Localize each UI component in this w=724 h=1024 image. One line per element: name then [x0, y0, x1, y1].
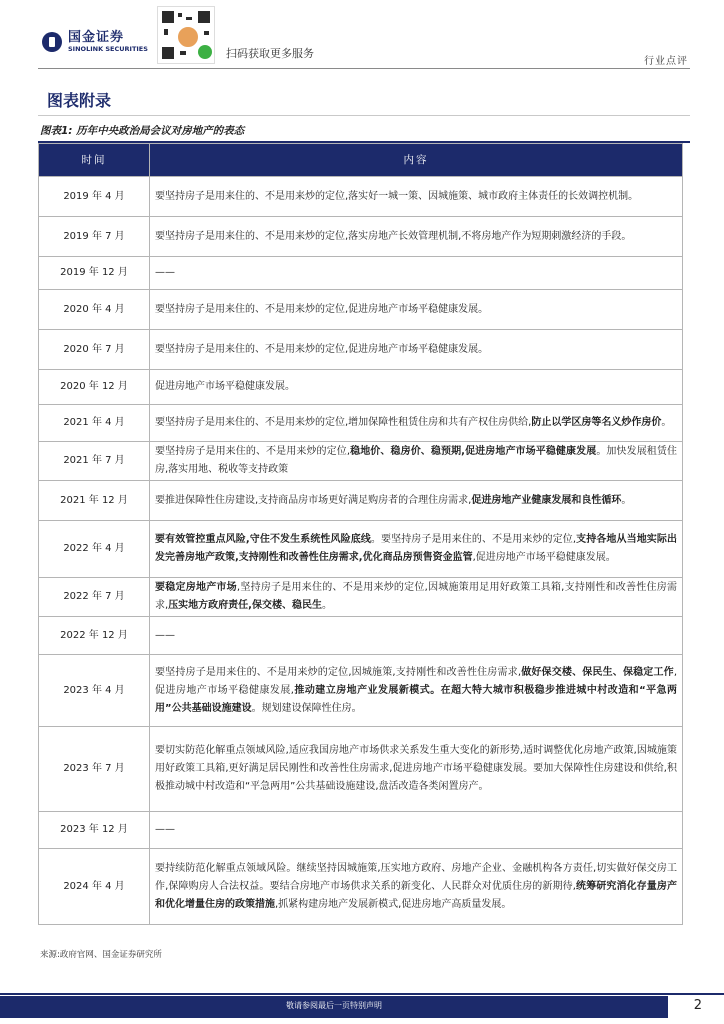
brand-name-cn: 国金证券: [68, 30, 125, 45]
content-text: ——: [155, 267, 175, 278]
content-text: ——: [155, 824, 175, 835]
row-content: [150, 217, 683, 257]
table-row: [39, 655, 683, 727]
row-content: [150, 330, 683, 370]
table-row: [39, 481, 683, 521]
content-text: 要切实防范化解重点领域风险,适应我国房地产市场供求关系发生重大变化的新形势,适时调整优化房地产政策,因城施策用好政策工具箱,更好满足居民刚性和改善性住房需求,促进房地产市场平稳健康发展。要加大保障性住房建设和供给,积极推动城中村改造和“平急两用”公共基础设施建设,盘活改造各类闲置房产。: [155, 745, 677, 792]
row-content: [150, 405, 683, 442]
content-emphasis: 防止以学区房等名义炒作房价: [531, 417, 662, 428]
brand-name-en: SINOLINK SECURITIES: [68, 45, 148, 53]
table-row: [39, 617, 683, 655]
content-text: 促进房地产市场平稳健康发展。: [155, 381, 295, 392]
content-emphasis: 要稳定房地产市场: [155, 582, 237, 593]
row-time: 2022 年 7 月: [39, 578, 150, 617]
qr-avatar-icon: [176, 25, 200, 49]
table-row: [39, 217, 683, 257]
table-row: [39, 812, 683, 849]
content-emphasis: 要有效管控重点风险,守住不发生系统性风险底线: [155, 534, 371, 545]
table-row: [39, 330, 683, 370]
row-time: 2019 年 7 月: [39, 217, 150, 257]
content-emphasis: 支持各地从当地实际出发完善房地产政策,支持刚性和改善性住房需求,优化商品房预售资金监管: [155, 534, 677, 563]
table-body: [39, 177, 683, 925]
table-row: [39, 257, 683, 290]
row-content: [150, 442, 683, 481]
content-text: 要坚持房子是用来住的、不是用来炒的定位,落实好一城一策、因城施策、城市政府主体责任的长效调控机制。: [155, 190, 639, 202]
section-divider: [38, 115, 690, 116]
document-type: 行业点评: [644, 56, 688, 67]
table-row: [39, 177, 683, 217]
disclaimer-note: 敬请参阅最后一页特别声明: [286, 1001, 382, 1010]
content-text: ,坚持房子是用来住的、不是用来炒的定位,因城施策用足用好政策工具箱,支持刚性和改善性住房需求,: [155, 582, 677, 611]
header-divider: [38, 68, 690, 69]
content-emphasis: 做好保交楼、保民生、保稳定工作: [521, 666, 674, 678]
row-content: [150, 290, 683, 330]
row-time: 2019 年 12 月: [39, 257, 150, 290]
brand-logo: [42, 30, 148, 53]
content-emphasis: 稳地价、稳房价、稳预期,促进房地产市场平稳健康发展: [350, 446, 597, 457]
table-row: [39, 727, 683, 812]
content-text: 要坚持房子是用来住的、不是用来炒的定位,落实房地产长效管理机制,不将房地产作为短期刺激经济的手段。: [155, 230, 632, 242]
row-content: [150, 521, 683, 578]
content-text: ,促进房地产市场平稳健康发展。: [472, 552, 616, 563]
row-time: 2022 年 4 月: [39, 521, 150, 578]
figure-title: 图表1: 历年中央政治局会议对房地产的表态: [40, 125, 245, 137]
row-content: [150, 481, 683, 521]
content-text: 。: [322, 600, 332, 611]
content-text: ,抓紧构建房地产发展新模式,促进房地产高质量发展。: [275, 898, 512, 910]
content-text: ——: [155, 629, 175, 641]
row-time: 2022 年 12 月: [39, 617, 150, 655]
source-note: 来源:政府官网、国金证券研究所: [40, 950, 162, 960]
row-content: [150, 257, 683, 290]
page-number: 2: [693, 998, 702, 1013]
content-text: 。要坚持房子是用来住的、不是用来炒的定位,: [370, 534, 577, 545]
footer-divider: [0, 993, 724, 995]
content-text: 要持续防范化解重点领域风险。继续坚持因城施策,压实地方政府、房地产企业、金融机构各方责任,切实做好保交房工作,保障购房人合法权益。要结合房地产市场供求关系的新变化、人民群众对优质住房的新期待,: [155, 862, 677, 892]
table-row: [39, 578, 683, 617]
wechat-icon: [198, 45, 212, 59]
content-text: 。规划建设保障性住房。: [251, 702, 362, 714]
table-row: [39, 442, 683, 481]
content-text: 要坚持房子是用来住的、不是用来炒的定位,促进房地产市场平稳健康发展。: [155, 343, 489, 355]
content-emphasis: 推动建立房地产业发展新模式。在超大特大城市积极稳步推进城中村改造和“平急两用”公共基础设施建设: [155, 684, 677, 714]
qr-code-icon[interactable]: [157, 6, 215, 64]
row-time: 2021 年 7 月: [39, 442, 150, 481]
row-time: 2024 年 4 月: [39, 849, 150, 925]
brand-logo-icon: [42, 32, 62, 52]
row-time: 2021 年 12 月: [39, 481, 150, 521]
content-text: 要坚持房子是用来住的、不是用来炒的定位,因城施策,支持刚性和改善性住房需求,: [155, 666, 522, 678]
content-emphasis: 压实地方政府责任,保交楼、稳民生: [168, 600, 322, 611]
table-row: [39, 370, 683, 405]
table-row: [39, 521, 683, 578]
content-text: 。加快发展租赁住房,落实用地、税收等支持政策: [155, 446, 678, 475]
content-text: 。: [621, 494, 632, 506]
content-text: 要推进保障性住房建设,支持商品房市场更好满足购房者的合理住房需求,: [155, 494, 472, 506]
row-content: [150, 655, 683, 727]
content-text: 要坚持房子是用来住的、不是用来炒的定位,增加保障性租赁住房和共有产权住房供给,: [155, 417, 532, 428]
row-content: [150, 727, 683, 812]
table-row: [39, 849, 683, 925]
content-emphasis: 促进房地产业健康发展和良性循环: [471, 494, 622, 506]
content-emphasis: 统筹研究消化存量房产和优化增量住房的政策措施: [155, 880, 678, 910]
row-content: [150, 617, 683, 655]
row-time: 2023 年 7 月: [39, 727, 150, 812]
row-content: [150, 812, 683, 849]
row-time: 2019 年 4 月: [39, 177, 150, 217]
content-text: 要坚持房子是用来住的、不是用来炒的定位,: [155, 446, 351, 457]
content-text: ,促进房地产市场平稳健康发展,: [155, 666, 678, 696]
policy-table: [38, 143, 683, 925]
column-header-time: 时间: [39, 144, 150, 177]
content-text: 。: [661, 417, 672, 428]
section-title: 图表附录: [47, 91, 112, 110]
table-row: [39, 405, 683, 442]
row-content: [150, 177, 683, 217]
table-header-row: [39, 144, 683, 177]
row-time: 2020 年 12 月: [39, 370, 150, 405]
row-content: [150, 849, 683, 925]
content-text: 要坚持房子是用来住的、不是用来炒的定位,促进房地产市场平稳健康发展。: [155, 303, 489, 315]
row-time: 2020 年 4 月: [39, 290, 150, 330]
column-header-content: 内容: [150, 144, 683, 177]
row-time: 2023 年 4 月: [39, 655, 150, 727]
row-time: 2021 年 4 月: [39, 405, 150, 442]
row-content: [150, 370, 683, 405]
row-content: [150, 578, 683, 617]
row-time: 2023 年 12 月: [39, 812, 150, 849]
table-row: [39, 290, 683, 330]
row-time: 2020 年 7 月: [39, 330, 150, 370]
scan-prompt: 扫码获取更多服务: [226, 47, 314, 60]
